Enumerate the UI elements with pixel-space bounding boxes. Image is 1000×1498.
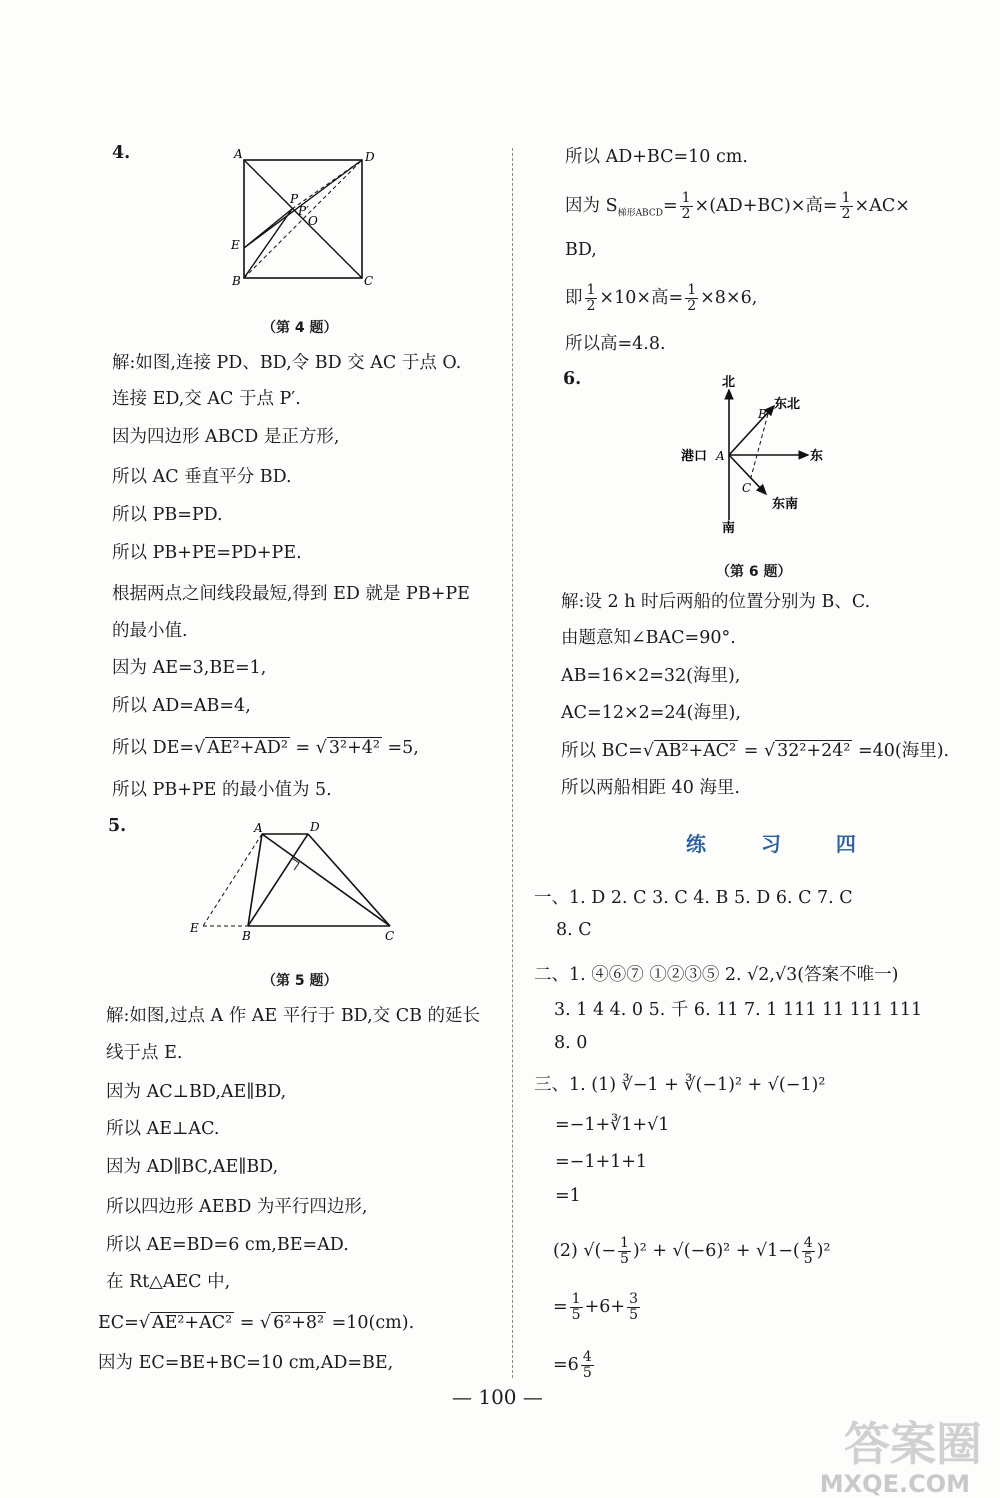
p4-de-formula: 所以 DE=√ AE²+AD² = √ 3²+4² =5,	[112, 738, 419, 758]
figure-6-compass-diagram	[676, 370, 836, 536]
column-divider	[512, 148, 513, 1378]
fig4-label-c: C	[364, 274, 374, 288]
figure-6-caption: （第 6 题）	[716, 564, 792, 580]
answers-section-3-line-2: =−1+∛1+√1	[555, 1115, 670, 1135]
problem-4-number: 4.	[112, 143, 131, 163]
answers-section-3-line-1: 三、1. (1) ∛−1 + ∛(−1)² + √(−1)²	[534, 1075, 826, 1095]
answers-section-3-line-3: =−1+1+1	[555, 1152, 648, 1172]
p6-bc-formula: 所以 BC=√ AB²+AC² = √ 32²+24² =40(海里).	[561, 741, 950, 761]
p5-cont-line-3: BD,	[565, 240, 597, 260]
p5-ec-formula: EC=√ AE²+AC² = √ 6²+8² =10(cm).	[98, 1313, 415, 1333]
p4-line-4: 所以 AC 垂直平分 BD.	[112, 467, 292, 487]
fig4-label-p: P	[290, 192, 299, 206]
p6-conclusion: 所以两船相距 40 海里.	[561, 778, 740, 798]
p4-line-9: 因为 AE=3,BE=1,	[112, 658, 267, 678]
p5-line-4: 所以 AE⊥AC.	[106, 1119, 220, 1139]
fig4-label-o: O	[308, 214, 318, 228]
answers-section-1-line-1: 一、1. D 2. C 3. C 4. B 5. D 6. C 7. C	[534, 888, 853, 908]
p4-line-3: 因为四边形 ABCD 是正方形,	[112, 427, 340, 447]
fig6-label-a: A	[716, 449, 725, 463]
fig6-label-south: 南	[722, 521, 736, 536]
p5-height-result: 所以高=4.8.	[565, 334, 666, 354]
fig6-label-north: 北	[722, 375, 736, 390]
fig4-label-b: B	[232, 274, 241, 288]
answers-section-3-part-2-result: =6 $\frac{4}{5}$	[553, 1349, 592, 1381]
fig6-label-southeast: 东南	[772, 497, 799, 512]
p5-line-7: 所以 AE=BD=6 cm,BE=AD.	[106, 1235, 349, 1255]
figure-5-caption: （第 5 题）	[262, 973, 338, 989]
p6-line-3: AB=16×2=32(海里),	[561, 666, 741, 686]
answers-section-1-line-2: 8. C	[556, 920, 592, 940]
p4-line-8: 的最小值.	[112, 621, 188, 641]
fig5-label-d: D	[310, 820, 320, 834]
p5-conclusion: 因为 EC=BE+BC=10 cm,AD=BE,	[98, 1353, 394, 1373]
problem-6-number: 6.	[563, 369, 582, 389]
fig6-label-b: B	[758, 407, 767, 421]
p4-conclusion: 所以 PB+PE 的最小值为 5.	[112, 780, 332, 800]
p4-line-2: 连接 ED,交 AC 于点 P′.	[112, 389, 301, 409]
answers-section-3-part-2: (2) √(− $\frac{1}{5}$ )² + √(−6)² + √1−( $\frac{4}{5}$ )²	[553, 1235, 831, 1267]
p5-height-equation: 即 $\frac{1}{2}$ ×10×高= $\frac{1}{2}$ ×8×6,	[565, 282, 758, 314]
problem-5-number: 5.	[108, 816, 127, 836]
fig6-label-c: C	[742, 481, 752, 495]
p5-cont-line-1: 所以 AD+BC=10 cm.	[565, 147, 748, 167]
fig6-label-east: 东	[810, 449, 824, 464]
p4-line-7: 根据两点之间线段最短,得到 ED 就是 PB+PE	[112, 584, 470, 604]
fig5-label-c: C	[385, 929, 395, 943]
answers-section-2-line-2: 3. 1 4 4. 0 5. 千 6. 11 7. 1 111 11 111 111	[554, 1000, 923, 1020]
fig4-label-p-prime: P′	[298, 204, 309, 218]
watermark-url: MXQE.COM	[819, 1470, 970, 1498]
fig4-label-a: A	[234, 147, 243, 161]
p6-line-2: 由题意知∠BAC=90°.	[561, 628, 736, 648]
fig5-label-a: A	[254, 821, 263, 835]
fig6-label-northeast: 东北	[774, 397, 801, 412]
figure-4-square-diagram	[226, 145, 386, 295]
watermark-logo: 答案圈	[844, 1417, 982, 1471]
p5-line-3: 因为 AC⊥BD,AE∥BD,	[106, 1082, 287, 1102]
p5-line-6: 所以四边形 AEBD 为平行四边形,	[106, 1197, 368, 1217]
p4-line-10: 所以 AD=AB=4,	[112, 696, 251, 716]
fig6-label-port: 港口	[681, 449, 708, 464]
p5-line-8: 在 Rt△AEC 中,	[106, 1272, 231, 1292]
page-number: — 100 —	[452, 1385, 543, 1409]
answers-section-2-line-1: 二、1. ④⑥⑦ ①②③⑤ 2. √2,√3(答案不唯一)	[534, 965, 899, 985]
fig5-label-b: B	[242, 929, 251, 943]
p5-area-formula: 因为 $S_{梯形ABCD}=$ $\frac{1}{2}$ ×(AD+BC)×高= $\frac{1}{2}$ ×AC×	[565, 190, 910, 222]
fig4-label-e: E	[231, 238, 240, 252]
p4-line-5: 所以 PB=PD.	[112, 505, 223, 525]
figure-4-caption: （第 4 题）	[262, 320, 338, 336]
figure-5-trapezoid-diagram	[186, 818, 406, 946]
p6-line-1: 解:设 2 h 时后两船的位置分别为 B、C.	[561, 592, 871, 612]
fig4-label-d: D	[365, 150, 375, 164]
section-heading: 练 习 四	[686, 832, 880, 856]
p5-line-5: 因为 AD∥BC,AE∥BD,	[106, 1157, 279, 1177]
p4-line-6: 所以 PB+PE=PD+PE.	[112, 543, 302, 563]
p5-line-2: 线于点 E.	[106, 1043, 183, 1063]
p6-line-4: AC=12×2=24(海里),	[561, 703, 741, 723]
answers-section-2-line-3: 8. 0	[554, 1033, 588, 1053]
p5-line-1: 解:如图,过点 A 作 AE 平行于 BD,交 CB 的延长	[106, 1006, 481, 1026]
answers-section-3-line-4: =1	[555, 1186, 581, 1206]
answers-section-3-part-2-step: = $\frac{1}{5}$ +6+ $\frac{3}{5}$	[553, 1291, 638, 1323]
p4-line-1: 解:如图,连接 PD、BD,令 BD 交 AC 于点 O.	[112, 353, 462, 373]
fig5-label-e: E	[190, 921, 199, 935]
